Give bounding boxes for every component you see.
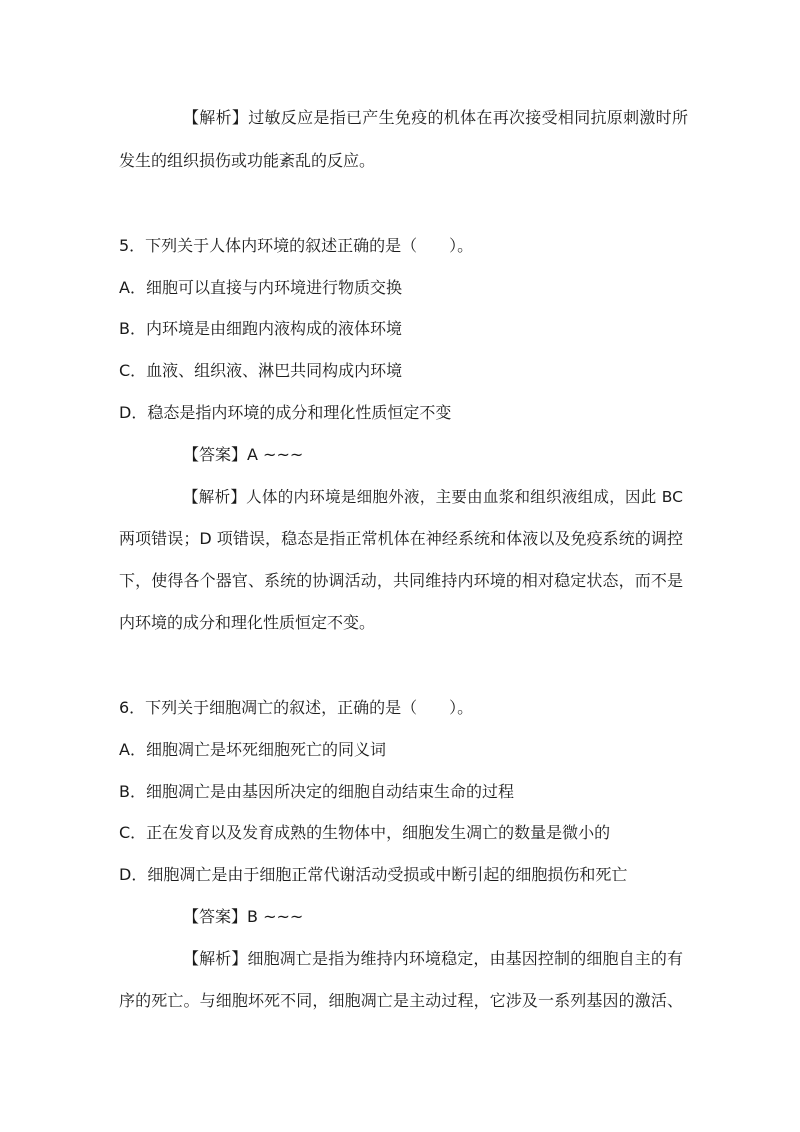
question-5-analysis-line-3: 下，使得各个器官、系统的协调活动，共同维持内环境的相对稳定状态，而不是 — [119, 571, 683, 590]
question-5-option-c: C．血液、组织液、淋巴共同构成内环境 — [119, 361, 403, 380]
question-6-option-c: C．正在发育以及发育成熟的生物体中，细胞发生凋亡的数量是微小的 — [119, 823, 611, 842]
question-6-stem: 6．下列关于细胞凋亡的叙述，正确的是（ ）。 — [119, 698, 474, 717]
question-5-analysis-line-1: 【解析】人体的内环境是细胞外液，主要由血浆和组织液组成，因此 BC — [183, 488, 683, 506]
question-5-analysis-line-2: 两项错误；D 项错误，稳态是指正常机体在神经系统和体液以及免疫系统的调控 — [119, 529, 683, 548]
question-5-option-b: B．内环境是由细跑内液构成的液体环境 — [119, 319, 402, 338]
question-6-answer: 【答案】B ~~~ — [183, 907, 304, 926]
prev-analysis-line-2: 发生的组织损伤或功能紊乱的反应。 — [119, 151, 376, 170]
question-5-option-d: D．稳态是指内环境的成分和理化性质恒定不变 — [119, 403, 452, 422]
question-6-analysis-line-2: 序的死亡。与细胞坏死不同，细胞凋亡是主动过程，它涉及一系列基因的激活、 — [119, 991, 683, 1010]
question-5-answer: 【答案】A ~~~ — [183, 445, 304, 464]
question-6-option-b: B．细胞凋亡是由基因所决定的细胞自动结束生命的过程 — [119, 782, 514, 801]
question-5-option-a: A．细胞可以直接与内环境进行物质交换 — [119, 278, 402, 297]
question-6-analysis-line-1: 【解析】细胞凋亡是指为维持内环境稳定，由基因控制的细胞自主的有 — [183, 949, 683, 968]
question-5-analysis-line-4: 内环境的成分和理化性质恒定不变。 — [119, 613, 376, 632]
prev-analysis-line-1: 【解析】过敏反应是指已产生免疫的机体在再次接受相同抗原刺激时所 — [183, 108, 688, 127]
question-6-option-a: A．细胞凋亡是坏死细胞死亡的同义词 — [119, 740, 386, 759]
question-5-stem: 5．下列关于人体内环境的叙述正确的是（ ）。 — [119, 236, 474, 255]
question-6-option-d: D．细胞凋亡是由于细胞正常代谢活动受损或中断引起的细胞损伤和死亡 — [119, 865, 628, 884]
